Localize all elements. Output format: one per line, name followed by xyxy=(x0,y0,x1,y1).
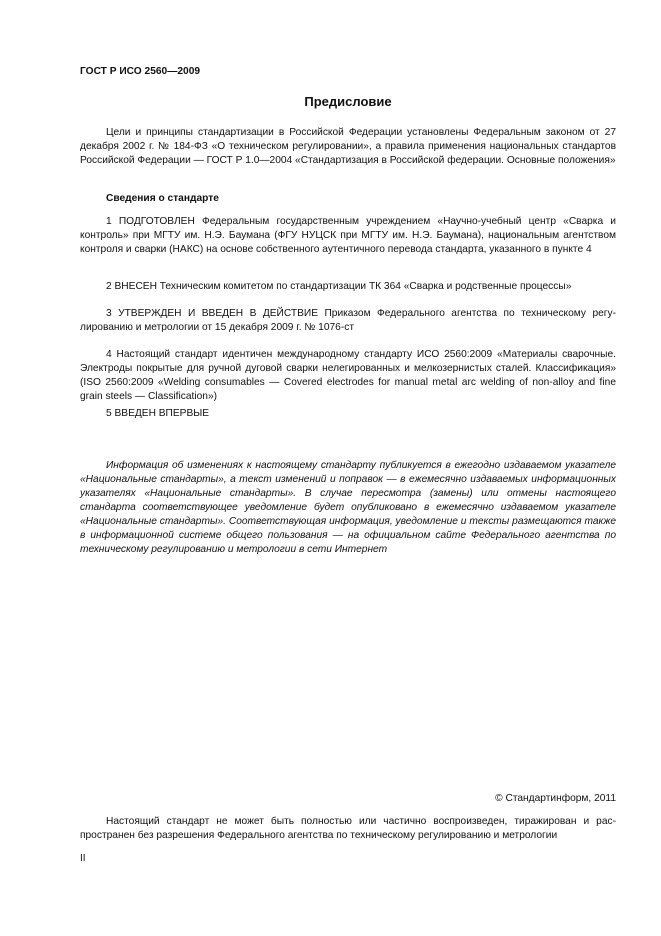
document-page xyxy=(80,0,616,936)
page-number: II xyxy=(80,853,86,864)
page-title: Предисловие xyxy=(304,94,392,109)
item-3: 3 УТВЕРЖДЕН И ВВЕДЕН В ДЕЙСТВИЕ Приказом Федерального агентства по техническому регулированию и метрологии от 15 декабря 2009 г. № 1076-ст xyxy=(80,308,616,333)
item-2: 2 ВНЕСЕН Техническим комитетом по стандартизации ТК 364 «Сварка и родственные процессы» xyxy=(106,281,572,292)
document-header: ГОСТ Р ИСО 2560—2009 xyxy=(80,66,201,77)
info-notice: Информация об изменениях к настоящему стандарту публикуется в ежегодно издаваемом указателе «Национальные стандарты», а текст изменений и поправок — в ежемесячно издаваемых информационных указателях «Национальные стандарты». В случае пересмотра (замены) или отмены настоящего стандарта соответствующее уведомление будет опубликовано в ежемесячно издаваемом указателе «Национальные стандарты». Соответствующая информация, уведомление и тексты размещаются также в информационной системе общего пользования — на официальном сайте Федерального агентства по техническому регулированию и метрологии в сети Интернет xyxy=(80,460,616,555)
item-4: 4 Настоящий стандарт идентичен международному стандарту ИСО 2560:2009 «Материалы сварочные. Электроды покрытые для ручной дуговой сварки нелегированных и мелкозернистых сталей. Классификация» (ISO 2560:2009 «Welding consumables — Covered electrodes for manual metal arc welding of non-alloy and fine grain steels — Classification») xyxy=(80,349,616,402)
section-title: Сведения о стандарте xyxy=(106,193,219,204)
reproduction-notice: Настоящий стандарт не может быть полностью или частично воспроизведен, тиражирован и распространен без разрешения Федерального агентства по техническому регулированию и метрологии xyxy=(80,816,616,841)
copyright: © Стандартинформ, 2011 xyxy=(495,793,616,804)
item-5: 5 ВВЕДЕН ВПЕРВЫЕ xyxy=(106,408,210,419)
intro-paragraph: Цели и принципы стандартизации в Российской Федерации установлены Федеральным законом от 27 декабря 2002 г. № 184-ФЗ «О техническом регулировании», а правила применения национальных стандартов Российской Федерации — ГОСТ Р 1.0—2004 «Стандартизация в Российской федерации. Основные положения» xyxy=(80,127,616,166)
item-1: 1 ПОДГОТОВЛЕН Федеральным государственным учреждением «Научно-учебный центр «Сварка и контроль» при МГТУ им. Н.Э. Баумана (ФГУ НУЦСК при МГТУ им. Н.Э. Баумана), национальным агентством контроля и сварки (НАКС) на основе собственного аутентичного перевода стандарта, указанного в пункте 4 xyxy=(80,216,616,255)
